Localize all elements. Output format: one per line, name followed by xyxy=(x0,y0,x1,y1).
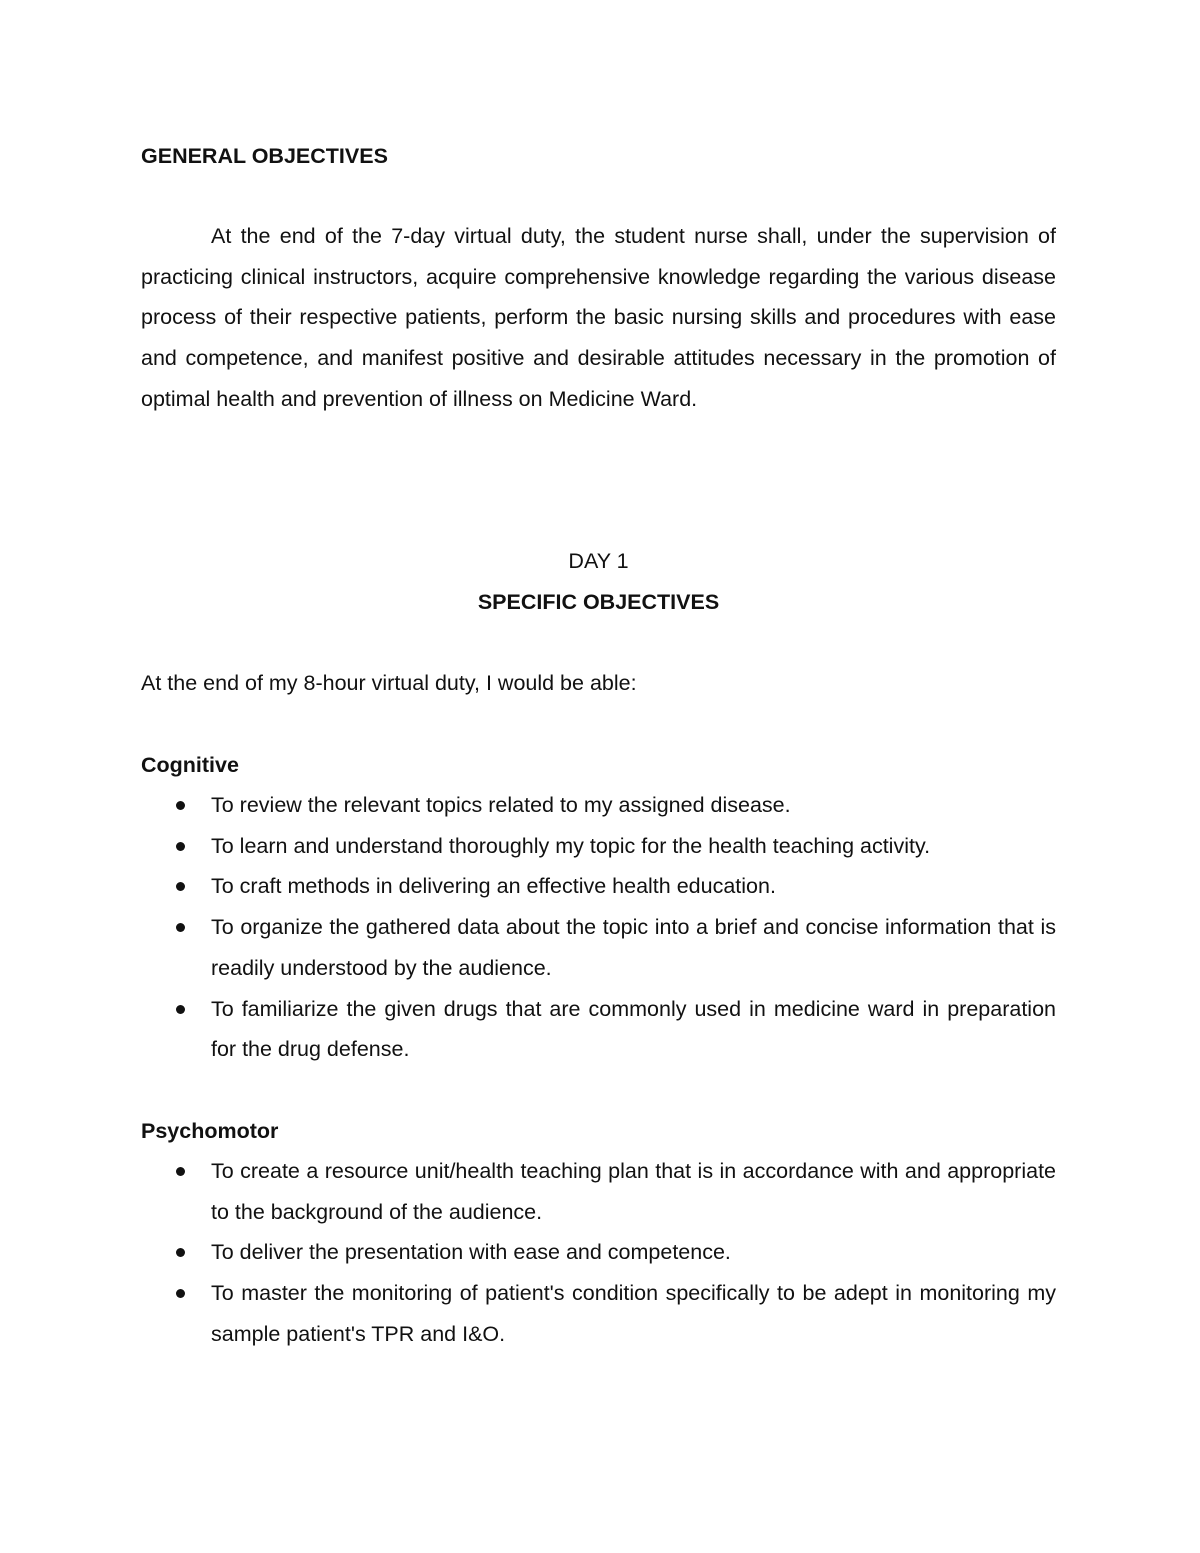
list-item-text: To familiarize the given drugs that are commonly used in medicine ward in preparation for the drug defense. xyxy=(211,996,1056,1062)
list-item xyxy=(141,989,1056,1070)
bullet-icon xyxy=(176,1005,185,1014)
cognitive-heading: Cognitive xyxy=(141,753,239,777)
psychomotor-list xyxy=(141,1151,1056,1355)
list-item-text: To learn and understand thoroughly my topic for the health teaching activity. xyxy=(211,833,931,858)
list-item-text: To craft methods in delivering an effective health education. xyxy=(211,874,776,899)
bullet-icon xyxy=(176,1248,185,1257)
list-item xyxy=(141,1273,1056,1354)
bullet-icon xyxy=(176,801,185,810)
list-item xyxy=(141,866,1056,907)
general-objectives-paragraph: At the end of the 7-day virtual duty, the student nurse shall, under the supervision of practicing clinical instructors, acquire comprehensive knowledge regarding the various disease process of their respective patients, perform the basic nursing skills and procedures with ease and competence, and manifest positive and desirable attitudes necessary in the promotion of optimal health and prevention of illness on Medicine Ward. xyxy=(141,224,1056,411)
bullet-icon xyxy=(176,1167,185,1176)
list-item xyxy=(141,907,1056,988)
specific-objectives-intro: At the end of my 8-hour virtual duty, I would be able: xyxy=(141,671,637,695)
list-item-text: To organize the gathered data about the topic into a brief and concise information that is readily understood by the audience. xyxy=(211,915,1056,980)
psychomotor-heading: Psychomotor xyxy=(141,1119,279,1143)
specific-objectives-heading: SPECIFIC OBJECTIVES xyxy=(477,590,720,614)
list-item-text: To create a resource unit/health teaching plan that is in accordance with and appropriate to the background of the audience. xyxy=(211,1159,1056,1224)
bullet-icon xyxy=(176,923,185,932)
list-item-text: To master the monitoring of patient's condition specifically to be adept in monitoring my sample patient's TPR and I&O. xyxy=(211,1281,1056,1346)
day-label: DAY 1 xyxy=(568,549,629,573)
bullet-icon xyxy=(176,842,185,851)
list-item-text: To review the relevant topics related to my assigned disease. xyxy=(211,793,791,817)
list-item xyxy=(141,1232,1056,1273)
bullet-icon xyxy=(176,882,185,891)
list-item xyxy=(141,1151,1056,1232)
list-item-text: To deliver the presentation with ease and competence. xyxy=(211,1240,731,1265)
general-objectives-heading: GENERAL OBJECTIVES xyxy=(141,144,388,168)
cognitive-list xyxy=(141,785,1056,1070)
list-item xyxy=(141,785,1056,826)
list-item xyxy=(141,826,1056,867)
bullet-icon xyxy=(176,1289,185,1298)
